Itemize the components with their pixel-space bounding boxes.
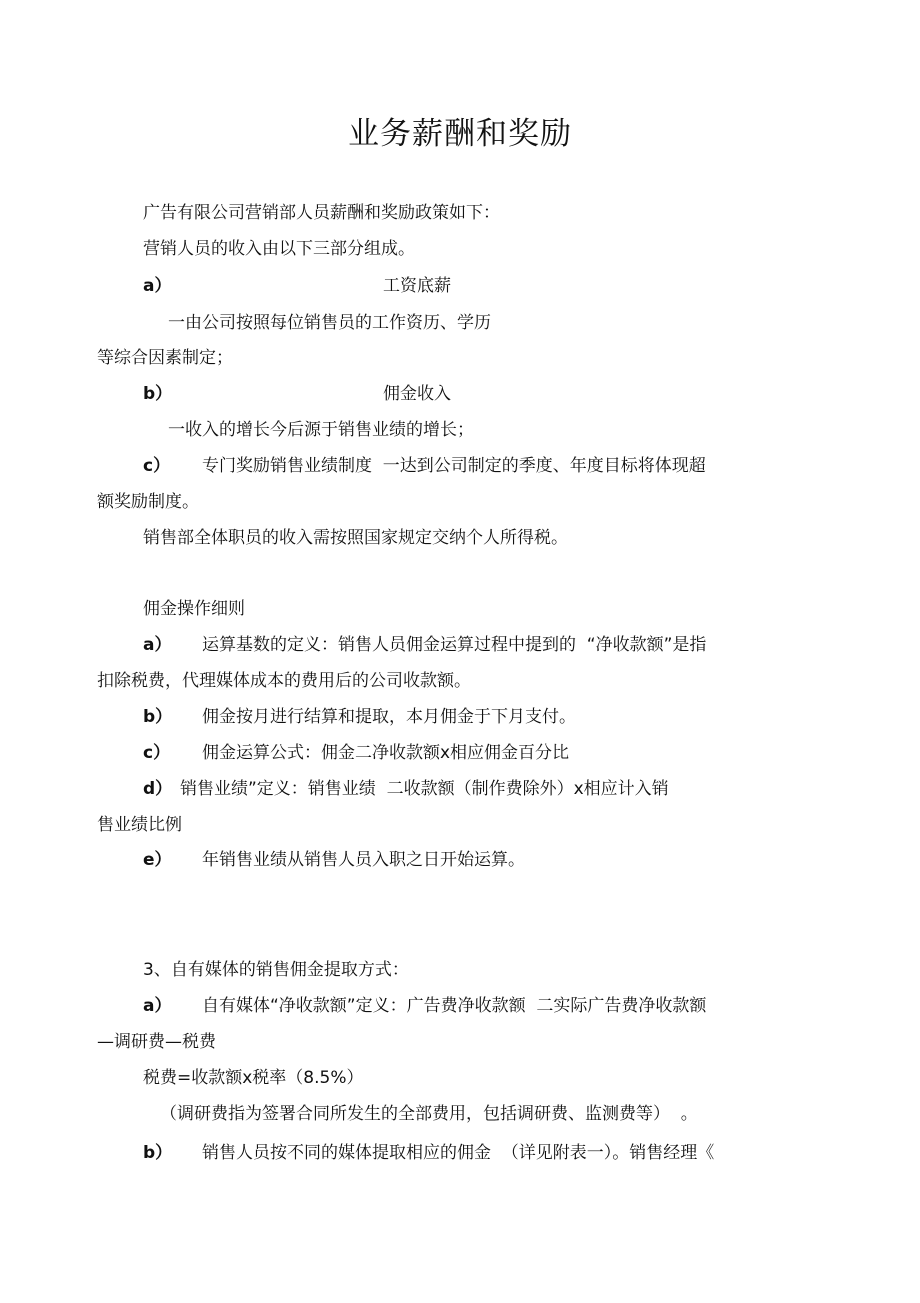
part-a-heading: 工资底薪	[383, 276, 451, 296]
media-heading: 3、自有媒体的销售佣金提取方式：	[143, 960, 409, 980]
media-a-research-note: （调研费指为签署合同所发生的全部费用，包括调研费、监测费等） 。	[160, 1104, 698, 1124]
part-c-desc: 专门奖励销售业绩制度 一达到公司制定的季度、年度目标将体现超	[202, 456, 706, 476]
commission-d-text-cont: 售业绩比例	[97, 815, 182, 835]
media-b-label: b）	[143, 1143, 173, 1163]
commission-a-label: a）	[143, 635, 172, 655]
part-b-desc: 一收入的增长今后源于销售业绩的增长；	[168, 420, 474, 440]
media-a-label: a）	[143, 996, 172, 1016]
part-b-label: b）	[143, 384, 173, 404]
media-a-tax-formula: 税费=收款额x税率（8.5%）	[143, 1068, 364, 1088]
intro-paragraph: 广告有限公司营销部人员薪酬和奖励政策如下：	[143, 203, 500, 223]
part-b-heading: 佣金收入	[383, 384, 451, 404]
commission-a-text: 运算基数的定义：销售人员佣金运算过程中提到的 “净收款额”是指	[202, 635, 707, 655]
commission-c-text: 佣金运算公式：佣金二净收款额x相应佣金百分比	[202, 743, 570, 763]
commission-e-label: e）	[143, 850, 172, 870]
commission-b-label: b）	[143, 707, 173, 727]
commission-b-text: 佣金按月进行结算和提取，本月佣金于下月支付。	[202, 707, 576, 727]
income-parts-intro: 营销人员的收入由以下三部分组成。	[143, 239, 415, 259]
commission-c-label: c）	[143, 743, 171, 763]
media-a-text-cont: —调研费—税费	[97, 1032, 216, 1052]
commission-d-text: 销售业绩”定义：销售业绩 二收款额（制作费除外）x相应计入销	[180, 779, 669, 799]
commission-e-text: 年销售业绩从销售人员入职之日开始运算。	[202, 850, 525, 870]
commission-heading: 佣金操作细则	[143, 599, 245, 619]
commission-a-text-cont: 扣除税费，代理媒体成本的费用后的公司收款额。	[97, 671, 471, 691]
part-a-label: a）	[143, 276, 172, 296]
part-c-desc-cont: 额奖励制度。	[97, 492, 199, 512]
media-b-text: 销售人员按不同的媒体提取相应的佣金 （详见附表一）。销售经理《	[202, 1143, 715, 1163]
tax-note: 销售部全体职员的收入需按照国家规定交纳个人所得税。	[143, 528, 568, 548]
part-a-desc-cont: 等综合因素制定；	[97, 348, 233, 368]
page-title: 业务薪酬和奖励	[348, 116, 572, 152]
commission-d-label: d）	[143, 779, 173, 799]
media-a-text: 自有媒体“净收款额”定义：广告费净收款额 二实际广告费净收款额	[202, 996, 707, 1016]
part-c-label: c）	[143, 456, 171, 476]
part-a-desc: 一由公司按照每位销售员的工作资历、学历	[168, 313, 491, 333]
